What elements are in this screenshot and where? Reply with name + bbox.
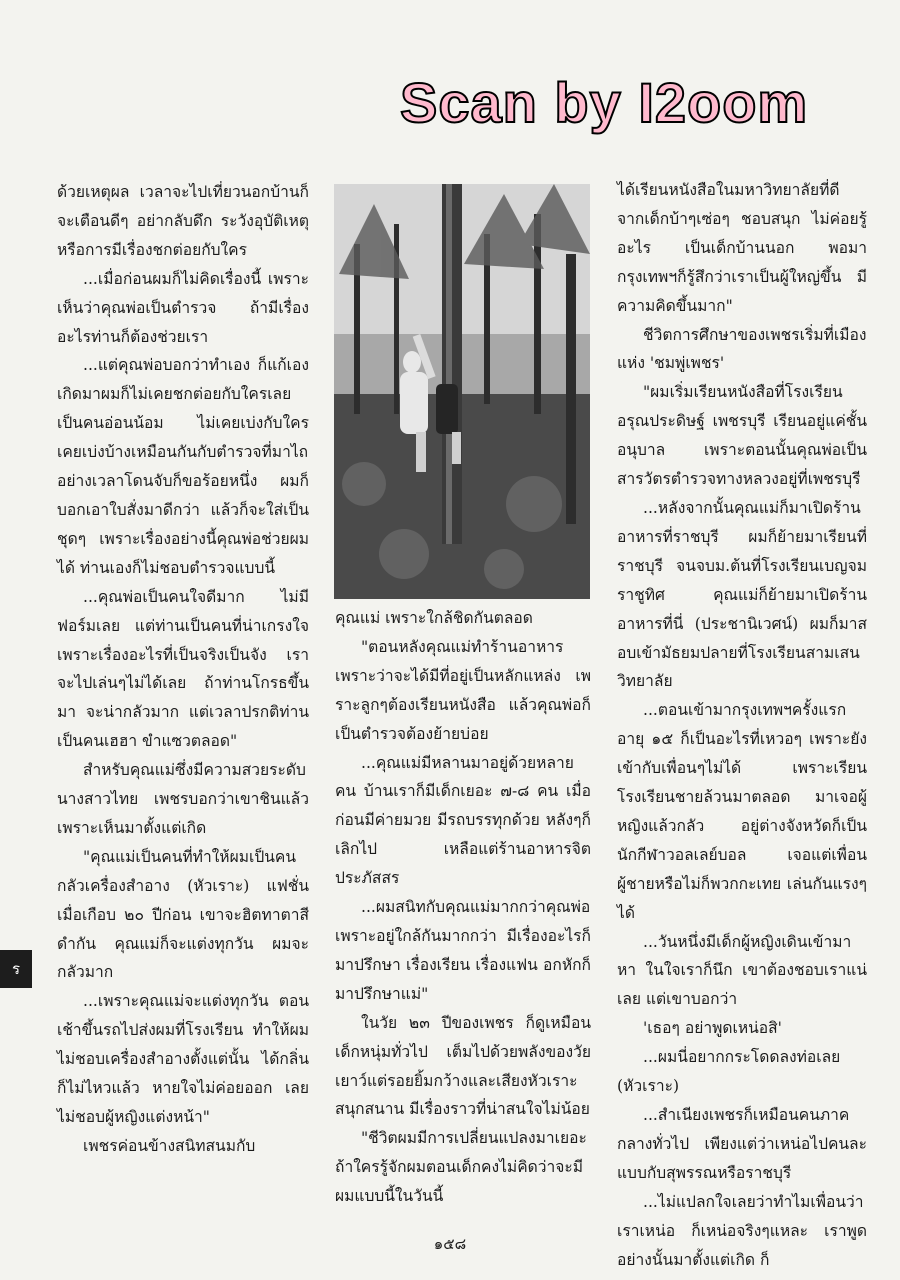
paragraph: ด้วยเหตุผล เวลาจะไปเที่ยวนอกบ้านก็จะเตือนดีๆ อย่ากลับดึก ระวังอุบัติเหตุ หรือการมีเรื่องชกต่อยกับใคร (57, 183, 309, 259)
photo-caption: คุณแม่ เพราะใกล้ชิดกันตลอด (335, 609, 533, 627)
paragraph: ...ตอนเข้ามากรุงเทพฯครั้งแรกอายุ ๑๕ ก็เป็นอะไรที่เหวอๆ เพราะยังเข้ากับเพื่อนๆไม่ได้ เพราะเรียนโรงเรียนชายล้วนมาตลอด มาเจอผู้หญิงแล้วกลัว อยู่ต่างจังหวัดก็เป็นนักกีฬาวอลเลย์บอล เจอแต่เพื่อนผู้ชายหรือไม่ก็พวกกะเทย เล่นกันแรงๆได้ (617, 701, 867, 922)
paragraph: "ตอนหลังคุณแม่ทำร้านอาหาร เพราะว่าจะได้มีที่อยู่เป็นหลักแหล่ง เพราะลูกๆต้องเรียนหนังสือ แล้วคุณพ่อก็เป็นตำรวจต้องย้ายบ่อย (335, 637, 591, 743)
text-column-right (617, 176, 867, 1274)
page-number: ๑๕๘ (433, 1235, 467, 1253)
paragraph: ...คุณพ่อเป็นคนใจดีมาก ไม่มีฟอร์มเลย แต่ท่านเป็นคนที่น่าเกรงใจ เพราะเรื่องอะไรที่เป็นจริงเป็นจัง เราจะไปเล่นๆไม่ได้เลย ถ้าท่านโกรธขึ้นมา จะน่ากลัวมาก แต่เวลาปรกติท่านเป็นคนเฮฮา ขำแซวตลอด" (57, 587, 309, 751)
paragraph: ...ผมนี่อยากกระโดดลงท่อเลย (หัวเราะ) (617, 1048, 841, 1096)
paragraph: ได้เรียนหนังสือในมหาวิทยาลัยที่ดี จากเด็กบ้าๆเซ่อๆ ชอบสนุก ไม่ค่อยรู้อะไร เป็นเด็กบ้านนอก พอมากรุงเทพฯก็รู้สึกว่าเราเป็นผู้ใหญ่ขึ้น มีความคิดขึ้นมาก" (617, 181, 867, 315)
paragraph: ...เมื่อก่อนผมก็ไม่คิดเรื่องนี้ เพราะเห็นว่าคุณพ่อเป็นตำรวจ ถ้ามีเรื่องอะไรท่านก็ต้องช่วยเรา (57, 269, 309, 346)
section-tab: ร (0, 950, 32, 988)
paragraph: ...แต่คุณพ่อบอกว่าทำเอง ก็แก้เอง เกิดมาผมก็ไม่เคยชกต่อยกับใครเลย เป็นคนอ่อนน้อม ไม่เคยเบ่งกับใคร เคยเบ่งบ้างเหมือนกันกับตำรวจที่มาไถ อย่างเวลาโดนจับก็ขอร้อยหนึ่ง ผมก็บอกเอาใบสั่งมาดีกว่า แล้วก็จะใส่เป็นชุดๆ เพราะเรื่องอย่างนี้คุณพ่อช่วยผมได้ ท่านเองก็ไม่ชอบตำรวจแบบนี้ (57, 356, 309, 577)
paragraph: ...เพราะคุณแม่จะแต่งทุกวัน ตอนเช้าขึ้นรถไปส่งผมที่โรงเรียน ทำให้ผมไม่ชอบเครื่องสำอางตั้งแต่นั้น ได้กลิ่นก็ไม่ไหวแล้ว หายใจไม่ค่อยออก เลยไม่ชอบผู้หญิงแต่งหน้า" (57, 992, 309, 1126)
paragraph: ...คุณแม่มีหลานมาอยู่ด้วยหลายคน บ้านเราก็มีเด็กเยอะ ๗-๘ คน เมื่อก่อนมีค่ายมวย มีรถบรรทุกด้วย หลังๆก็เลิกไป เหลือแต่ร้านอาหารจิตประภัสสร (335, 753, 591, 888)
paragraph: "ผมเริ่มเรียนหนังสือที่โรงเรียนอรุณประดิษฐ์ เพชรบุรี เรียนอยู่แค่ชั้นอนุบาล เพราะตอนนั้นคุณพ่อเป็นสารวัตรตำรวจทางหลวงอยู่ที่เพชรบุรี (617, 383, 867, 489)
paragraph: ในวัย ๒๓ ปีของเพชร ก็ดูเหมือนเด็กหนุ่มทั่วไป เต็มไปด้วยพลังของวัยเยาว์แต่รอยยิ้มกว้างและเสียงหัวเราะสนุกสนาน มีเรื่องราวที่น่าสนใจไม่น้อย (335, 1013, 591, 1119)
paragraph: ...หลังจากนั้นคุณแม่ก็มาเปิดร้านอาหารที่ราชบุรี ผมก็ย้ายมาเรียนที่ราชบุรี จนจบม.ต้นที่โรงเรียนเบญจมราชูทิศ คุณแม่ก็ย้ายมาเปิดร้านอาหารที่นี่ (ประชานิเวศน์) ผมก็มาสอบเข้ามัธยมปลายที่โรงเรียนสามเสนวิทยาลัย (617, 498, 867, 691)
text-column-left (57, 178, 309, 1161)
text-column-middle (335, 604, 591, 1211)
photo-illustration (334, 184, 590, 599)
paragraph: ชีวิตการศึกษาของเพชรเริ่มที่เมืองแห่ง 'ชมพู่เพชร' (617, 325, 867, 373)
paragraph: สำหรับคุณแม่ซึ่งมีความสวยระดับนางสาวไทย เพชรบอกว่าเขาชินแล้ว เพราะเห็นมาตั้งแต่เกิด (57, 761, 309, 837)
paragraph: ...ผมสนิทกับคุณแม่มากกว่าคุณพ่อ เพราะอยู่ใกล้กันมากกว่า มีเรื่องอะไรก็มาปรึกษา เรื่องเรียน เรื่องแฟน อกหักก็มาปรึกษาแม่" (335, 898, 591, 1003)
paragraph: "คุณแม่เป็นคนที่ทำให้ผมเป็นคนกลัวเครื่องสำอาง (หัวเราะ) แฟชั่นเมื่อเกือบ ๒๐ ปีก่อน เขาจะฮิตทาตาสีดำกัน คุณแม่ก็จะแต่งทุกวัน ผมจะกลัวมาก (57, 847, 309, 982)
paragraph: "ชีวิตผมมีการเปลี่ยนแปลงมาเยอะ ถ้าใครรู้จักผมตอนเด็กคงไม่คิดว่าจะมีผมแบบนี้ในวันนี้ (335, 1129, 587, 1206)
paragraph: ...สำเนียงเพชรก็เหมือนคนภาคกลางทั่วไป เพียงแต่ว่าเหน่อไปคนละแบบกับสุพรรณหรือราชบุรี (617, 1106, 867, 1182)
paragraph: ...วันหนึ่งมีเด็กผู้หญิงเดินเข้ามาหา ในใจเราก็นึก เขาต้องชอบเราแน่เลย แต่เขาบอกว่า (617, 932, 867, 1009)
paragraph: ...ไม่แปลกใจเลยว่าทำไมเพื่อนว่าเราเหน่อ ก็เหน่อจริงๆแหละ เราพูดอย่างนั้นมาตั้งแต่เกิด ก็ (617, 1192, 867, 1269)
scan-watermark: Scan by I2oom (400, 71, 809, 134)
paragraph: 'เธอๆ อย่าพูดเหน่อสิ' (643, 1019, 782, 1038)
paragraph: เพชรค่อนข้างสนิทสนมกับ (83, 1136, 256, 1155)
photo-man-climbing-tree (334, 184, 590, 599)
